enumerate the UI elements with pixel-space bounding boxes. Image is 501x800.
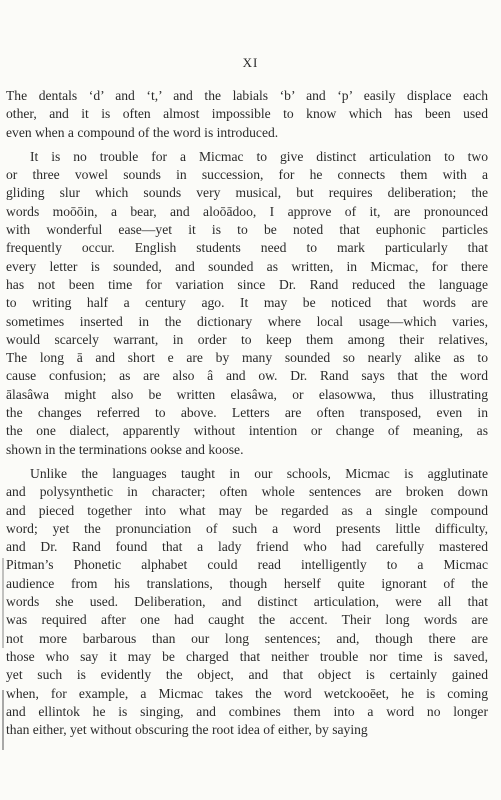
text-line: audience from his translations, though herself quite ignorant of the [6,575,488,591]
text-line: and Dr. Rand found that a lady friend who had carefully mastered [6,539,488,555]
text-line: than either, yet without obscuring the root idea of either, by saying [6,722,368,738]
text-line: and polysynthetic in character; often whole sentences are broken down [6,484,488,500]
text-line: the changes referred to above. Letters are often transposed, even in [6,405,488,421]
text-line: when, for example, a Micmac takes the word wetckooēet, he is coming [6,685,488,701]
text-line: frequently occur. English students need to mark particularly that [6,240,488,256]
text-line: was required after one had caught the accent. Their long words are [6,612,488,628]
text-line: shown in the terminations ookse and koose. [6,441,244,457]
text-line: with wonderful ease—yet it is to be noted that euphonic particles [6,222,488,238]
text-line: has not been time for variation since Dr. Rand reduced the language [6,276,488,292]
text-line: ālasâwa might also be written elasâwa, or elasowwa, thus illustrating [6,386,488,402]
text-line: even when a compound of the word is introduced. [6,124,279,140]
text-line: to writing half a century ago. It may be noticed that words are [6,295,488,311]
text-line: The long ā and short e are by many sounded so nearly alike as to [6,350,488,366]
page-number: XI [242,55,259,70]
binding-edge-mark [2,558,4,648]
paragraph-2 [6,148,488,459]
text-line: yet such is evidently the object, and that object is certainly gained [6,667,488,683]
text-line: every letter is sounded, and sounded as written, in Micmac, for there [6,258,488,274]
text-line: Unlike the languages taught in our schools, Micmac is agglutinate [30,465,488,481]
text-line: Pitman’s Phonetic alphabet could read intelligently to a Micmac [6,557,488,573]
text-line: the one dialect, apparently without intention or change of meaning, as [6,423,488,439]
text-line: words she used. Deliberation, and distinct articulation, were all that [6,594,488,610]
text-line: those who say it may be charged that neither trouble nor time is saved, [6,648,488,664]
text-line: not more barbarous than our long sentences; and, though there are [6,630,488,646]
text-line: words moōōin, a bear, and aloōādoo, I approve of it, are pronounced [6,203,488,219]
text-line: would scarcely warrant, in order to keep them among their relatives, [6,331,488,347]
text-line: sometimes inserted in the dictionary where local usage—which varies, [6,313,488,329]
binding-edge-mark [2,690,4,750]
text-line: and ellintok he is singing, and combines them into a word no longer [6,703,488,719]
text-line: It is no trouble for a Micmac to give distinct articulation to two [30,148,488,164]
text-line: and pieced together into what may be regarded as a single compound [6,502,488,518]
text-line: or three vowel sounds in succession, for he connects them with a [6,167,488,183]
text-line: cause confusion; as are also â and ow. Dr. Rand says that the word [6,368,488,384]
text-line: other, and it is often almost impossible to know which has been used [6,106,488,122]
paragraph-1 [6,87,488,142]
text-line: word; yet the pronunciation of such a word presents little difficulty, [6,520,488,536]
text-line: gliding slur which sounds very musical, but requires deliberation; the [6,185,488,201]
paragraph-3 [6,465,488,739]
body-text [6,87,488,739]
text-line: The dentals ‘d’ and ‘t,’ and the labials ‘b’ and ‘p’ easily displace each [6,88,488,103]
